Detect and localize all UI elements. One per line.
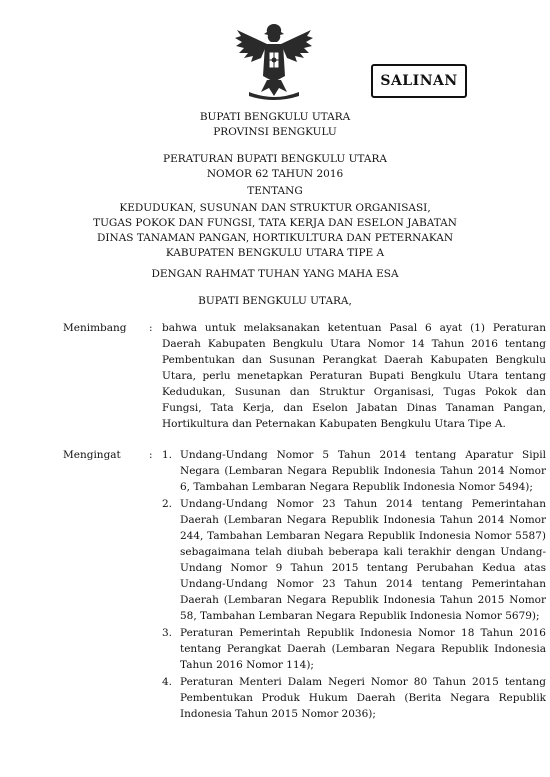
garuda-emblem-icon [231,20,317,102]
list-item [162,674,546,722]
menimbang-text: bahwa untuk melaksanakan ketentuan Pasal 6 ayat (1) Peraturan Daerah Kabupaten Bengkulu Utara Nomor 14 Tahun 2016 tentang Pembentukan dan Susunan Perangkat Daerah Kabupaten Bengkulu Utara, perlu menetapkan Peraturan Bupati Bengkulu Utara tentang Kedudukan, Susunan dan Struktur Organisasi, Tugas Pokok dan Fungsi, Tata Kerja, dan Eselon Jabatan Dinas Tanaman Pangan, Hortikultura dan Peternakan Kabupaten Bengkulu Utara Tipe A. [162,322,546,430]
about-label: TENTANG [247,185,303,197]
list-item [162,496,546,624]
mengingat-colon: : [149,449,153,461]
grace-text: DENGAN RAHMAT TUHAN YANG MAHA ESA [151,268,399,280]
subject-line: KEDUDUKAN, SUSUNAN DAN STRUKTUR ORGANISASI, [119,202,431,214]
menimbang-colon: : [149,322,153,334]
item-text: Peraturan Menteri Dalam Negeri Nomor 80 Tahun 2015 tentang Pembentukan Produk Hukum Daerah (Berita Negara Republik Indonesia Tahun 2015 Nomor 2036); [180,676,546,720]
issuer-header [0,110,550,140]
grace-statement [0,267,550,282]
issuer-province: PROVINSI BENGKULU [213,126,337,138]
item-text: Peraturan Pemerintah Republik Indonesia Nomor 18 Tahun 2016 tentang Perangkat Daerah (Lembaran Negara Republik Indonesia Tahun 2016 Nomor 114); [180,627,546,671]
authority-statement [0,294,550,309]
item-text: Undang-Undang Nomor 23 Tahun 2014 tentang Pemerintahan Daerah (Lembaran Negara Republik Indonesia Tahun 2014 Nomor 244, Tambahan Lembaran Negara Republik Indonesia Nomor 5587) sebagaimana telah diubah beberapa kali terakhir dengan Undang-Undang Nomor 9 Tahun 2015 tentang Perubahan Kedua atas Undang-Undang Nomor 23 Tahun 2014 tentang Pemerintahan Daerah (Lembaran Negara Republik Indonesia Tahun 2015 Nomor 58, Tambahan Lembaran Negara Republik Indonesia Nomor 5679); [180,498,546,622]
item-number: 4. [162,676,173,688]
regulation-name: PERATURAN BUPATI BENGKULU UTARA [163,153,387,165]
item-number: 1. [162,449,173,461]
item-text: Undang-Undang Nomor 5 Tahun 2014 tentang Aparatur Sipil Negara (Lembaran Negara Republik Indonesia Tahun 2014 Nomor 6, Tambahan Lembaran Negara Republik Indonesia Nomor 5494); [180,449,546,493]
list-item [162,625,546,673]
regulation-title [0,152,550,182]
subject-line: DINAS TANAMAN PANGAN, HORTIKULTURA DAN PETERNAKAN [96,232,454,244]
authority-text: BUPATI BENGKULU UTARA, [198,295,352,307]
item-number: 2. [162,498,173,510]
issuer-title: BUPATI BENGKULU UTARA [199,111,351,123]
regulation-about [0,184,550,199]
menimbang-label: Menimbang [63,322,127,334]
list-item [162,447,546,495]
salinan-stamp: SALINAN [371,64,467,98]
regulation-number: NOMOR 62 TAHUN 2016 [206,168,344,180]
subject-line: TUGAS POKOK DAN FUNGSI, TATA KERJA DAN ESELON JABATAN [93,217,457,229]
mengingat-list [162,447,546,723]
regulation-subject [0,201,550,261]
item-number: 3. [162,627,173,639]
mengingat-label: Mengingat [63,449,121,461]
subject-line: KABUPATEN BENGKULU UTARA TIPE A [165,247,385,259]
